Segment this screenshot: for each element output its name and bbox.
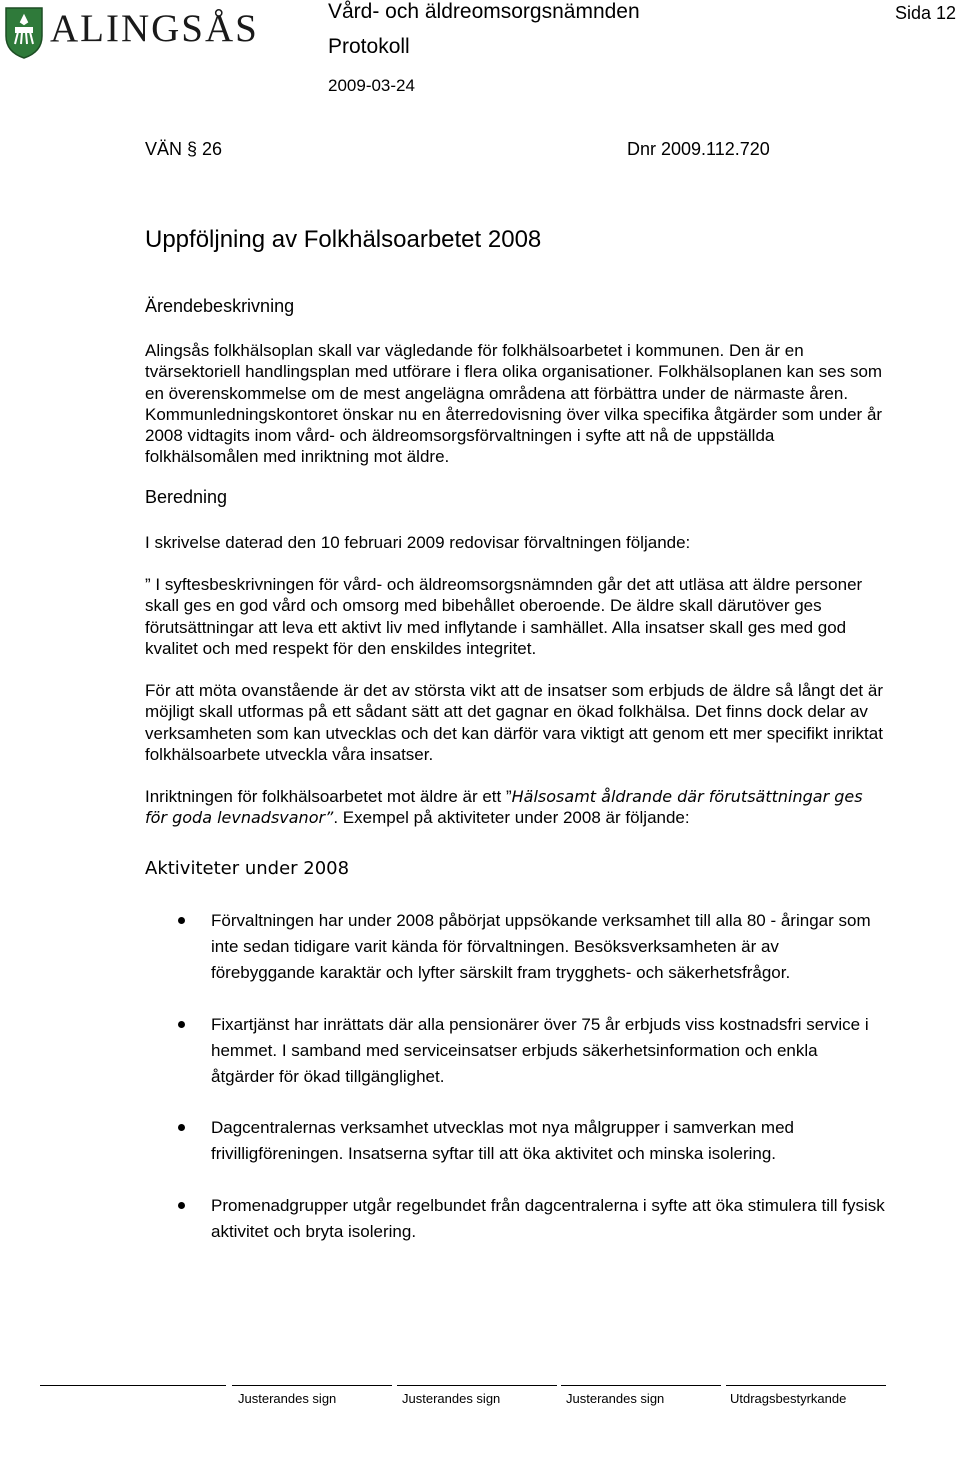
quote-block — [145, 574, 885, 659]
preparation-paragraph-1: I skrivelse daterad den 10 februari 2009 redovisar förvaltningen följande: — [145, 533, 691, 552]
focus-area-quote: Hälsosamt åldrande där förutsättningar ges för goda levnadsvanor” — [145, 787, 863, 828]
diary-number: Dnr 2009.112.720 — [627, 139, 770, 159]
bullet-icon — [178, 1124, 185, 1131]
page-title: Uppföljning av Folkhälsoarbetet 2008 — [145, 226, 542, 253]
section-heading-activities: Aktiviteter under 2008 — [145, 858, 350, 879]
bullet-icon — [178, 1202, 185, 1209]
page-number: Sida 12 — [895, 3, 957, 23]
description-text — [145, 340, 885, 468]
list-item-text: Förvaltningen har under 2008 påbörjat uppsökande verksamhet till alla 80 - åringar som inte sedan tidigare varit kända för förvaltningen. Besöksverksamheten är av förebyggande karaktär och lyfter särskilt fram trygghets- och säkerhetsfrågor. — [211, 911, 871, 982]
section-heading-preparation: Beredning — [145, 487, 228, 507]
footer-rule — [40, 1385, 226, 1386]
preparation-paragraph-4 — [145, 786, 885, 829]
paragraph-4-tail: . Exempel på aktiviteter under 2008 är följande: — [333, 808, 690, 828]
bullet-icon — [178, 1021, 185, 1028]
signature-field-2: Justerandes sign — [402, 1391, 501, 1406]
meeting-date: 2009-03-24 — [328, 76, 415, 95]
preparation-block-3 — [145, 680, 885, 765]
footer-rule — [561, 1385, 721, 1386]
coat-of-arms-icon — [4, 6, 44, 60]
list-item — [145, 1115, 885, 1167]
preparation-paragraph-2: ” I syftesbeskrivningen för vård- och äldreomsorgsnämnden går det att utläsa att äldre personer skall ges en god vård och omsorg med bibehållet oberoende. De äldre skall därutöver ges förutsättningar att leva ett aktivt liv med inflytande i samhället. Alla insatser skall ges med god kvalitet och med respekt för den enskildes integritet. — [145, 575, 863, 658]
list-item-text: Fixartjänst har inrättats där alla pensionärer över 75 år erbjuds viss kostnadsfri service i hemmet. I samband med serviceinsatser erbjuds säkerhetsinformation och enkla åtgärder för ökad tillgänglighet. — [211, 1014, 869, 1086]
activities-list — [145, 908, 885, 1271]
certification-field: Utdragsbestyrkande — [730, 1391, 847, 1406]
paragraph-reference: VÄN § 26 — [145, 139, 223, 159]
preparation-paragraph-3: För att möta ovanstående är det av största vikt att de insatser som erbjuds de äldre så långt det är möjligt skall utformas på ett sådant sätt att det gagnar en ökad folkhälsa. Det finns dock delar av verksamheten som kan utvecklas och det kan därför vara viktigt att genom ett mer specifikt inriktat folkhälsoarbete utveckla våra insatser. — [145, 681, 883, 764]
description-paragraph: Alingsås folkhälsoplan skall var vägledande för folkhälsoarbetet i kommunen. Den är en tvärsektoriell handlingsplan med utförare i flera olika organisationer. Folkhälsoplanen kan ses som en överenskommelse om de mest angelägna områdena att förbättra under de närmaste åren. Kommunledningskontoret önskar nu en återredovisning över vilka specifika åtgärder som under år 2008 vidtagits inom vård- och äldreomsorgsförvaltningen i syfte att nå de uppställda folkhälsomålen med inriktning mot äldre. — [145, 341, 883, 467]
signature-field-3: Justerandes sign — [566, 1391, 665, 1406]
municipality-logo — [4, 4, 260, 62]
paragraph-4-lead: Inriktningen för folkhälsoarbetet mot äldre är ett ” — [145, 787, 512, 806]
bullet-icon — [178, 917, 185, 924]
list-item-text: Dagcentralernas verksamhet utvecklas mot nya målgrupper i samverkan med frivilligföreningen. Insatserna syftar till att öka aktivitet och minska isolering. — [211, 1118, 794, 1164]
preparation-text — [145, 532, 885, 553]
list-item — [145, 1193, 885, 1245]
signature-field-1: Justerandes sign — [238, 1391, 337, 1406]
footer-rule — [397, 1385, 557, 1386]
preparation-block-4 — [145, 786, 885, 829]
list-item — [145, 908, 885, 986]
footer-rule — [726, 1385, 886, 1386]
section-heading-description: Ärendebeskrivning — [145, 296, 295, 316]
logo-wordmark: ALINGSÅS — [50, 7, 259, 50]
committee-name: Vård- och äldreomsorgsnämnden — [328, 0, 640, 23]
document-type: Protokoll — [328, 35, 410, 58]
list-item — [145, 1012, 885, 1090]
list-item-text: Promenadgrupper utgår regelbundet från dagcentralerna i syfte att öka stimulera till fysisk aktivitet och bryta isolering. — [211, 1196, 885, 1242]
footer-rule — [232, 1385, 392, 1386]
